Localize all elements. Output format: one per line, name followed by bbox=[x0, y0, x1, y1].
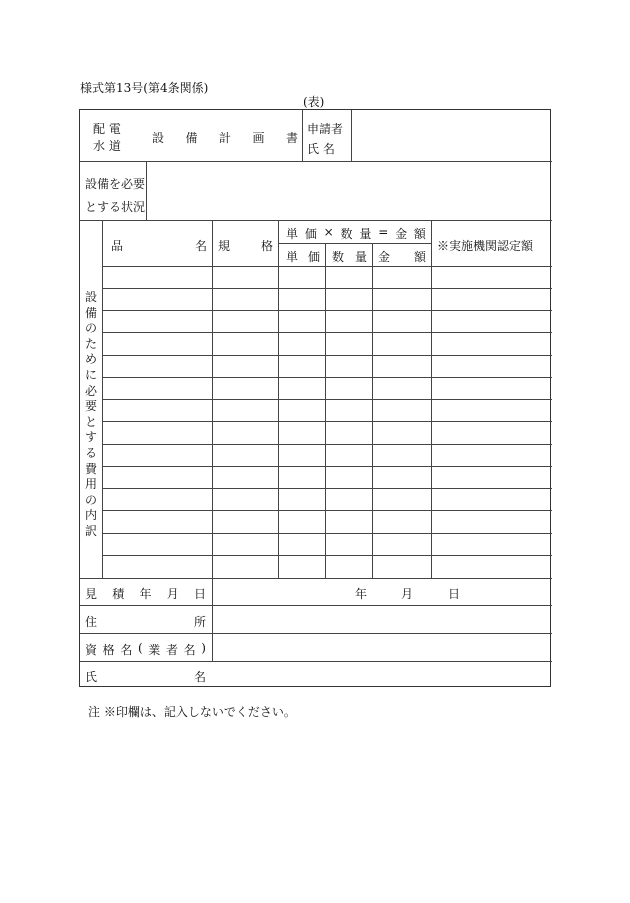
header-char: = bbox=[378, 225, 389, 239]
amount-cell[interactable] bbox=[375, 491, 428, 507]
amount-cell[interactable] bbox=[375, 335, 428, 352]
quantity-cell[interactable] bbox=[328, 424, 369, 441]
unit-price-cell[interactable] bbox=[281, 291, 322, 307]
quantity-cell[interactable] bbox=[328, 402, 369, 418]
kind-top-label: 配 電 bbox=[93, 122, 121, 136]
approved-amount-cell[interactable] bbox=[434, 513, 549, 530]
name-label bbox=[85, 668, 206, 685]
item-name-cell[interactable] bbox=[105, 291, 209, 307]
unit-price-cell[interactable] bbox=[281, 513, 322, 530]
quantity-cell[interactable] bbox=[328, 536, 369, 552]
need-field[interactable] bbox=[152, 183, 542, 197]
label-char: 名 bbox=[120, 643, 133, 657]
unit-price-cell[interactable] bbox=[281, 269, 322, 285]
header-char: 規 bbox=[218, 239, 231, 253]
quantity-cell[interactable] bbox=[328, 358, 369, 374]
unit-price-cell[interactable] bbox=[281, 335, 322, 352]
title-char: 備 bbox=[185, 131, 198, 145]
approved-amount-cell[interactable] bbox=[434, 558, 549, 575]
item-name-cell[interactable] bbox=[105, 358, 209, 374]
label-char: 所 bbox=[193, 615, 206, 629]
header-char: 額 bbox=[413, 227, 426, 241]
need-label-2: とする状況 bbox=[85, 200, 146, 214]
spec-cell[interactable] bbox=[215, 269, 275, 285]
title-char: 画 bbox=[252, 131, 265, 145]
amount-cell[interactable] bbox=[375, 469, 428, 485]
header-char: 価 bbox=[304, 227, 317, 241]
unit-price-cell[interactable] bbox=[281, 358, 322, 374]
unit-price-header bbox=[286, 248, 320, 265]
spec-cell[interactable] bbox=[215, 313, 275, 329]
address-label bbox=[85, 613, 206, 630]
amount-cell[interactable] bbox=[375, 380, 428, 396]
label-char: 見 bbox=[85, 587, 98, 601]
header-char: 名 bbox=[194, 239, 207, 253]
applicant-label-2: 氏 名 bbox=[307, 142, 335, 156]
spec-cell[interactable] bbox=[215, 335, 275, 352]
approved-amount-cell[interactable] bbox=[434, 269, 549, 285]
quantity-cell[interactable] bbox=[328, 469, 369, 485]
quantity-cell[interactable] bbox=[328, 313, 369, 329]
unit-price-cell[interactable] bbox=[281, 447, 322, 463]
header-char: 品 bbox=[111, 239, 124, 253]
spec-cell[interactable] bbox=[215, 358, 275, 374]
item-name-cell[interactable] bbox=[105, 380, 209, 396]
amount-cell[interactable] bbox=[375, 513, 428, 530]
spec-cell[interactable] bbox=[215, 424, 275, 441]
quantity-cell[interactable] bbox=[328, 291, 369, 307]
unit-price-cell[interactable] bbox=[281, 536, 322, 552]
cost-breakdown-label: 設備のために必要とする費用の内訳 bbox=[84, 290, 97, 538]
header-char: 数 bbox=[332, 250, 345, 264]
item-name-cell[interactable] bbox=[105, 313, 209, 329]
spec-cell[interactable] bbox=[215, 536, 275, 552]
form-title bbox=[152, 129, 298, 146]
need-label-1: 設備を必要 bbox=[85, 177, 146, 191]
header-char: 数 bbox=[340, 227, 353, 241]
approved-amount-cell[interactable] bbox=[434, 358, 549, 374]
spec-cell[interactable] bbox=[215, 291, 275, 307]
unit-price-cell[interactable] bbox=[281, 558, 322, 575]
label-char: 住 bbox=[85, 615, 98, 629]
spec-cell[interactable] bbox=[215, 447, 275, 463]
header-char: × bbox=[323, 225, 334, 239]
qualification-label bbox=[85, 641, 206, 658]
item-name-cell[interactable] bbox=[105, 335, 209, 352]
label-char: ( bbox=[137, 641, 143, 655]
form-note: 注 ※印欄は、記入しないでください。 bbox=[88, 705, 296, 719]
item-name-cell[interactable] bbox=[105, 469, 209, 485]
label-char: 積 bbox=[112, 587, 125, 601]
item-name-cell[interactable] bbox=[105, 269, 209, 285]
spec-cell[interactable] bbox=[215, 402, 275, 418]
label-char: 日 bbox=[193, 587, 206, 601]
header-char: 金 bbox=[378, 250, 391, 264]
qualification-field[interactable] bbox=[218, 641, 546, 655]
unit-price-cell[interactable] bbox=[281, 313, 322, 329]
quantity-cell[interactable] bbox=[328, 491, 369, 507]
spec-cell[interactable] bbox=[215, 558, 275, 575]
formula-header bbox=[286, 225, 426, 242]
applicant-name-field[interactable] bbox=[356, 129, 546, 143]
label-char: 資 bbox=[85, 643, 98, 657]
form-code: 様式第13号(第4条関係) bbox=[80, 81, 209, 95]
item-name-cell[interactable] bbox=[105, 558, 209, 575]
quantity-cell[interactable] bbox=[328, 269, 369, 285]
item-name-cell[interactable] bbox=[105, 447, 209, 463]
amount-cell[interactable] bbox=[375, 424, 428, 441]
name-field[interactable] bbox=[218, 668, 546, 682]
item-name-header bbox=[111, 237, 207, 254]
amount-cell[interactable] bbox=[375, 291, 428, 307]
quantity-cell[interactable] bbox=[328, 558, 369, 575]
approved-amount-cell[interactable] bbox=[434, 469, 549, 485]
amount-cell[interactable] bbox=[375, 402, 428, 418]
header-char: 価 bbox=[307, 250, 320, 264]
unit-price-cell[interactable] bbox=[281, 469, 322, 485]
title-char: 書 bbox=[285, 131, 298, 145]
header-char: 単 bbox=[286, 227, 299, 241]
amount-cell[interactable] bbox=[375, 269, 428, 285]
approved-amount-cell[interactable] bbox=[434, 447, 549, 463]
title-char: 設 bbox=[152, 131, 165, 145]
label-char: 月 bbox=[166, 587, 179, 601]
item-name-cell[interactable] bbox=[105, 536, 209, 552]
header-char: 格 bbox=[260, 239, 273, 253]
label-char: 名 bbox=[183, 643, 196, 657]
label-char: 格 bbox=[102, 643, 115, 657]
quantity-cell[interactable] bbox=[328, 513, 369, 530]
amount-cell[interactable] bbox=[375, 447, 428, 463]
header-char: 量 bbox=[359, 227, 372, 241]
amount-header bbox=[378, 248, 426, 265]
spec-cell[interactable] bbox=[215, 380, 275, 396]
quantity-cell[interactable] bbox=[328, 447, 369, 463]
item-name-cell[interactable] bbox=[105, 402, 209, 418]
spec-cell[interactable] bbox=[215, 513, 275, 530]
title-char: 計 bbox=[218, 131, 231, 145]
spec-cell[interactable] bbox=[215, 491, 275, 507]
approved-amount-cell[interactable] bbox=[434, 313, 549, 329]
label-char: 業 bbox=[148, 643, 161, 657]
label-char: ) bbox=[201, 641, 206, 655]
label-char: 者 bbox=[165, 643, 178, 657]
month-label: 月 bbox=[401, 587, 414, 601]
estimate-date-label bbox=[85, 585, 206, 602]
amount-cell[interactable] bbox=[375, 313, 428, 329]
approved-amount-cell[interactable] bbox=[434, 380, 549, 396]
approved-amount-header: ※実施機関認定額 bbox=[437, 239, 534, 253]
amount-cell[interactable] bbox=[375, 358, 428, 374]
item-name-cell[interactable] bbox=[105, 491, 209, 507]
address-field[interactable] bbox=[218, 613, 546, 627]
applicant-label-1: 申請者 bbox=[307, 122, 344, 136]
quantity-cell[interactable] bbox=[328, 380, 369, 396]
header-char: 額 bbox=[413, 250, 426, 264]
approved-amount-cell[interactable] bbox=[434, 335, 549, 352]
unit-price-cell[interactable] bbox=[281, 380, 322, 396]
kind-bottom-label: 水 道 bbox=[93, 139, 121, 153]
year-label: 年 bbox=[355, 587, 368, 601]
label-char: 年 bbox=[139, 587, 152, 601]
plan-form bbox=[79, 109, 551, 687]
spec-header bbox=[218, 237, 273, 254]
label-char: 氏 bbox=[85, 670, 98, 684]
unit-price-cell[interactable] bbox=[281, 491, 322, 507]
approved-amount-cell[interactable] bbox=[434, 536, 549, 552]
quantity-header bbox=[332, 248, 367, 265]
header-char: 単 bbox=[286, 250, 299, 264]
side-label: (表) bbox=[303, 95, 325, 109]
unit-price-cell[interactable] bbox=[281, 424, 322, 441]
approved-amount-cell[interactable] bbox=[434, 424, 549, 441]
quantity-cell[interactable] bbox=[328, 335, 369, 352]
label-char: 名 bbox=[193, 670, 206, 684]
amount-cell[interactable] bbox=[375, 558, 428, 575]
amount-cell[interactable] bbox=[375, 536, 428, 552]
spec-cell[interactable] bbox=[215, 469, 275, 485]
item-name-cell[interactable] bbox=[105, 424, 209, 441]
approved-amount-cell[interactable] bbox=[434, 291, 549, 307]
approved-amount-cell[interactable] bbox=[434, 491, 549, 507]
day-label: 日 bbox=[448, 587, 461, 601]
approved-amount-cell[interactable] bbox=[434, 402, 549, 418]
header-char: 量 bbox=[354, 250, 367, 264]
unit-price-cell[interactable] bbox=[281, 402, 322, 418]
item-name-cell[interactable] bbox=[105, 513, 209, 530]
header-char: 金 bbox=[395, 227, 408, 241]
